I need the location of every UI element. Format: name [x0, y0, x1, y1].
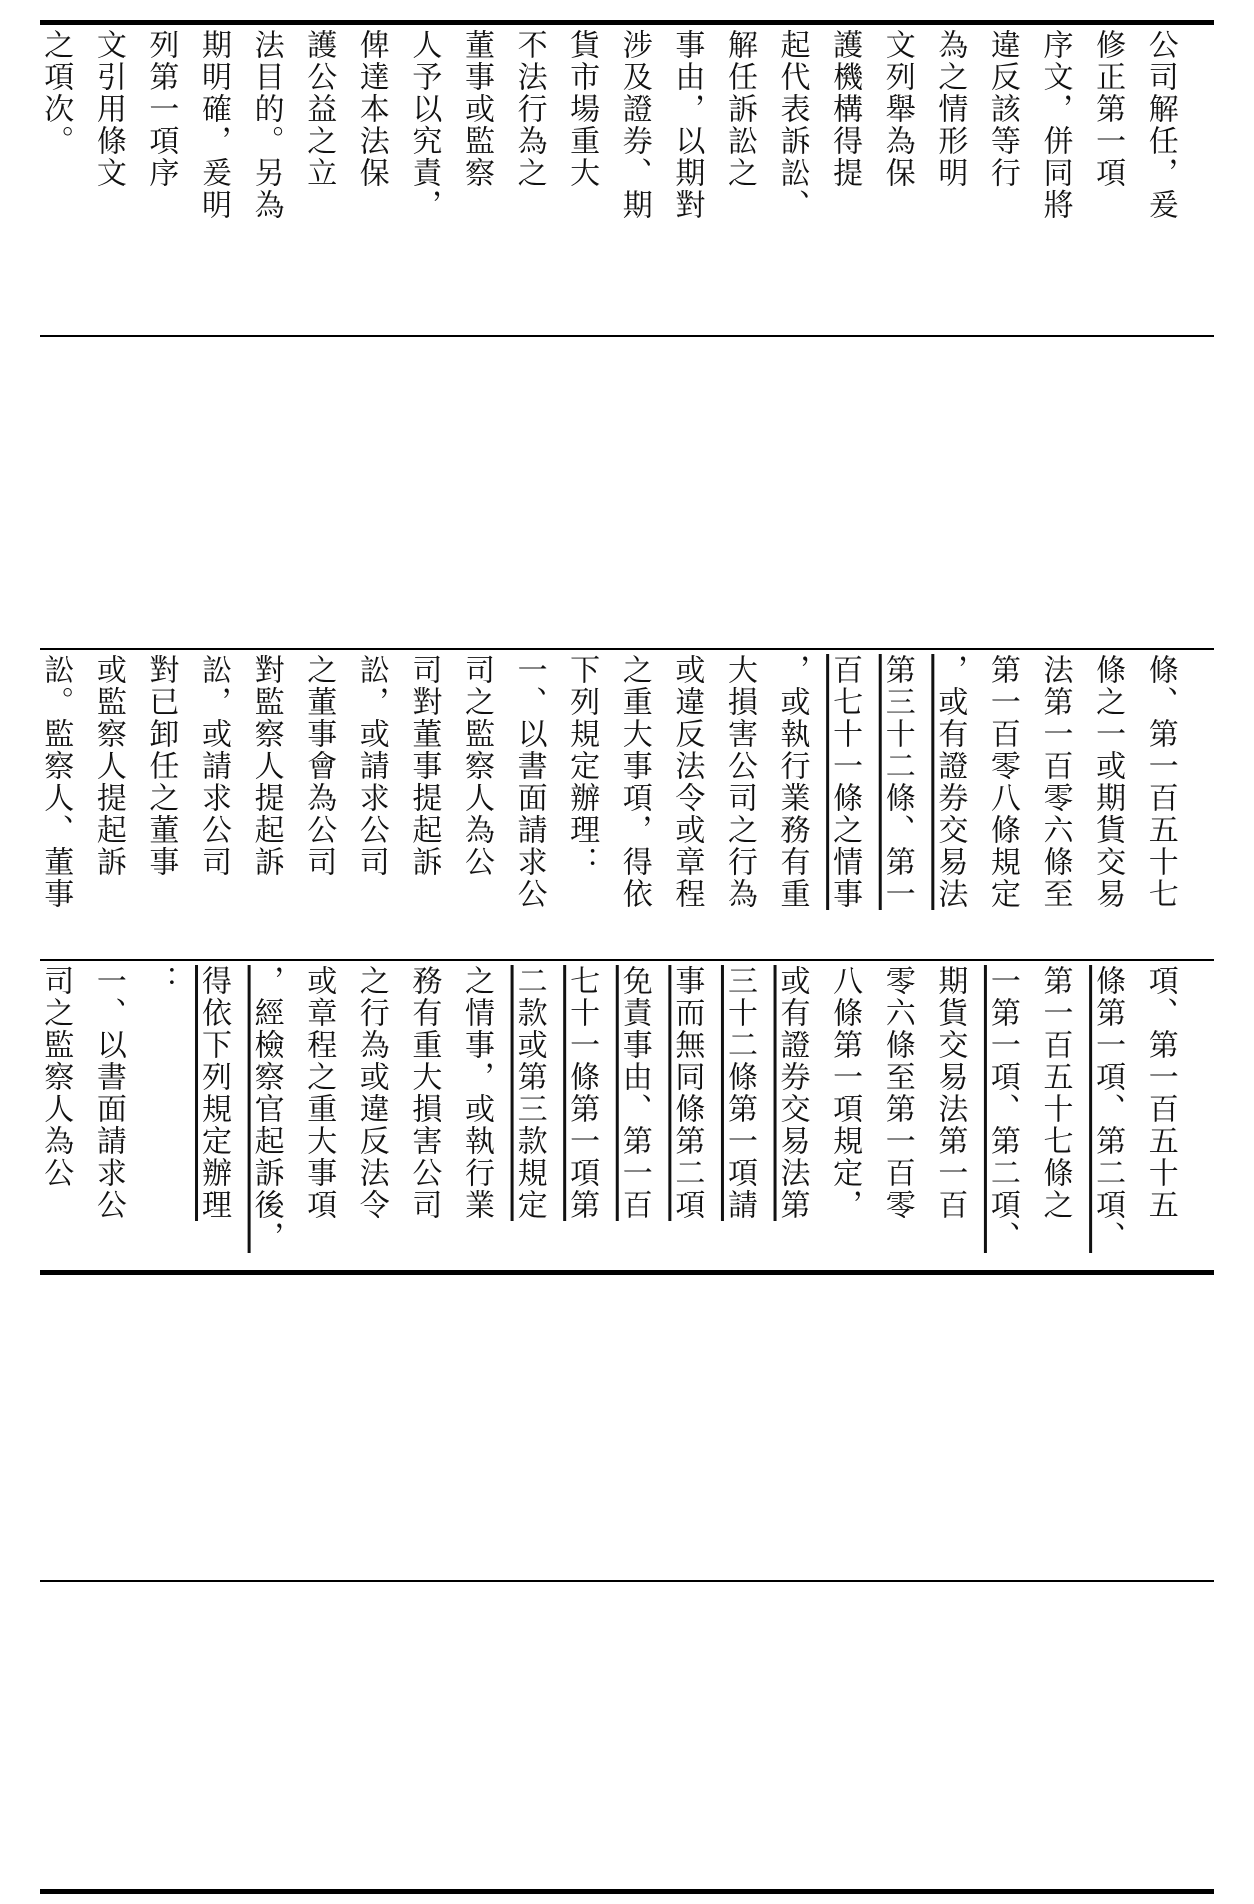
text-line: 免責事由、第一百 [616, 965, 652, 1221]
text-line: 修正第一項 [1090, 29, 1126, 189]
text-column [82, 961, 135, 1270]
amended-provision-text [29, 961, 1186, 1270]
text-line: 對監察人提起訴 [248, 654, 284, 878]
text-column [713, 961, 766, 1270]
amended-provision-cell [40, 961, 1214, 1270]
text-column [713, 25, 766, 335]
text-line: 對已卸任之董事 [143, 654, 179, 878]
text-column [555, 25, 608, 335]
text-line: ，或有證券交易法 [932, 654, 968, 910]
text-line: 第一百五十七條之 [1037, 965, 1073, 1221]
text-line: 之重大事項，得依 [616, 654, 652, 910]
text-line: 之董事會為公司 [301, 654, 337, 878]
text-column [660, 25, 713, 335]
text-column [502, 650, 555, 959]
text-column [1081, 961, 1134, 1270]
current-provision-cell [40, 650, 1214, 959]
text-line: 條之一或期貨交易 [1090, 654, 1126, 910]
text-column [713, 650, 766, 959]
text-line: 八條第一項規定， [827, 965, 863, 1221]
reason-text [29, 25, 1186, 335]
text-column [397, 961, 450, 1270]
text-column [870, 650, 923, 959]
text-line: 大損害公司之行為 [721, 654, 757, 910]
text-line: ： [143, 965, 179, 997]
text-column [134, 650, 187, 959]
text-column [1081, 25, 1134, 335]
text-column [239, 650, 292, 959]
text-line: 第一百零八條規定 [984, 654, 1020, 910]
reason-cell [40, 25, 1214, 335]
text-line: 起代表訴訟、 [774, 29, 810, 221]
text-line: 涉及證券、期 [616, 29, 652, 221]
row-divider [40, 1580, 1214, 1582]
text-line: ，或執行業務有重 [774, 654, 810, 910]
text-line: 司對董事提起訴 [406, 654, 442, 878]
text-column [397, 25, 450, 335]
text-column [1133, 650, 1186, 959]
text-column [870, 961, 923, 1270]
text-line: 條第一項、第二項、 [1090, 965, 1126, 1253]
text-line: 二款或第三款規定 [511, 965, 547, 1221]
text-column [1028, 650, 1081, 959]
text-line: 之情事，或執行業 [458, 965, 494, 1221]
current-provision-text [29, 650, 1186, 959]
text-column [555, 961, 608, 1270]
text-line: 一、以書面請求公 [511, 654, 547, 910]
text-line: 或章程之重大事項 [301, 965, 337, 1221]
row-divider [40, 1270, 1214, 1275]
text-line: 百七十一條之情事 [827, 654, 863, 910]
text-column [187, 25, 240, 335]
text-line: 貨市場重大 [564, 29, 600, 189]
text-line: 之行為或違反法令 [353, 965, 389, 1221]
text-column [923, 25, 976, 335]
text-line: 或監察人提起訴 [90, 654, 126, 878]
text-line: 護機構得提 [827, 29, 863, 189]
text-column [187, 650, 240, 959]
text-column [292, 961, 345, 1270]
text-line: 文列舉為保 [879, 29, 915, 189]
text-line: ，經檢察官起訴後， [248, 965, 284, 1253]
text-line: 期貨交易法第一百 [932, 965, 968, 1221]
text-line: 項、第一百五十五 [1142, 965, 1178, 1221]
text-column [292, 25, 345, 335]
text-line: 得依下列規定辦理 [196, 965, 232, 1221]
text-column [1133, 961, 1186, 1270]
text-line: 公司解任，爰 [1142, 29, 1178, 221]
text-line: 文引用條文 [90, 29, 126, 189]
text-column [1133, 25, 1186, 335]
text-line: 法第一百零六條至 [1037, 654, 1073, 910]
text-column [82, 650, 135, 959]
table-bottom-rule [40, 1889, 1214, 1894]
text-column [292, 650, 345, 959]
text-line: 為之情形明 [932, 29, 968, 189]
text-column [607, 25, 660, 335]
text-column [607, 650, 660, 959]
text-line: 列第一項序 [143, 29, 179, 189]
text-line: 下列規定辦理： [564, 654, 600, 878]
text-column [450, 961, 503, 1270]
text-column [976, 25, 1029, 335]
text-column [134, 961, 187, 1270]
text-line: 訟，或請求公司 [353, 654, 389, 878]
text-column [187, 961, 240, 1270]
text-line: 或違反法令或章程 [669, 654, 705, 910]
text-column [29, 650, 82, 959]
text-column [239, 961, 292, 1270]
text-line: 法目的。另為 [248, 29, 284, 221]
text-column [660, 650, 713, 959]
text-line: 人予以究責， [406, 29, 442, 221]
text-column [765, 650, 818, 959]
text-column [345, 25, 398, 335]
text-line: 之項次。 [38, 29, 74, 157]
text-line: 第三十二條、第一 [879, 654, 915, 910]
text-line: 護公益之立 [301, 29, 337, 189]
text-line: 期明確，爰明 [196, 29, 232, 221]
text-column [29, 961, 82, 1270]
text-column [818, 650, 871, 959]
text-line: 條、第一百五十七 [1142, 654, 1178, 910]
text-line: 俾達本法保 [353, 29, 389, 189]
text-line: 序文，併同將 [1037, 29, 1073, 221]
text-column [1028, 25, 1081, 335]
text-column [450, 650, 503, 959]
text-line: 務有重大損害公司 [406, 965, 442, 1221]
text-line: 司之監察人為公 [38, 965, 74, 1189]
text-line: 一第一項、第二項、 [984, 965, 1020, 1253]
text-column [345, 650, 398, 959]
text-column [555, 650, 608, 959]
text-column [818, 961, 871, 1270]
text-line: 三十二條第一項請 [721, 965, 757, 1221]
text-line: 解任訴訟之 [721, 29, 757, 189]
text-column [607, 961, 660, 1270]
text-column [923, 650, 976, 959]
text-column [345, 961, 398, 1270]
text-column [397, 650, 450, 959]
text-column [765, 961, 818, 1270]
text-line: 零六條至第一百零 [879, 965, 915, 1221]
text-column [134, 25, 187, 335]
text-column [660, 961, 713, 1270]
text-column [818, 25, 871, 335]
text-column [1028, 961, 1081, 1270]
text-column [976, 961, 1029, 1270]
text-line: 董事或監察 [458, 29, 494, 189]
text-column [870, 25, 923, 335]
text-column [1081, 650, 1134, 959]
text-column [82, 25, 135, 335]
text-line: 不法行為之 [511, 29, 547, 189]
text-line: 司之監察人為公 [458, 654, 494, 878]
text-line: 一、以書面請求公 [90, 965, 126, 1221]
text-column [239, 25, 292, 335]
text-column [450, 25, 503, 335]
text-line: 或有證券交易法第 [774, 965, 810, 1221]
text-line: 事而無同條第二項 [669, 965, 705, 1221]
text-column [923, 961, 976, 1270]
text-column [502, 25, 555, 335]
text-column [502, 961, 555, 1270]
text-line: 訟，或請求公司 [196, 654, 232, 878]
text-column [29, 25, 82, 335]
text-column [976, 650, 1029, 959]
text-line: 訟。監察人、董事 [38, 654, 74, 910]
text-column [765, 25, 818, 335]
text-line: 違反該等行 [984, 29, 1020, 189]
text-line: 事由，以期對 [669, 29, 705, 221]
row-divider [40, 335, 1214, 337]
text-line: 七十一條第一項第 [564, 965, 600, 1221]
